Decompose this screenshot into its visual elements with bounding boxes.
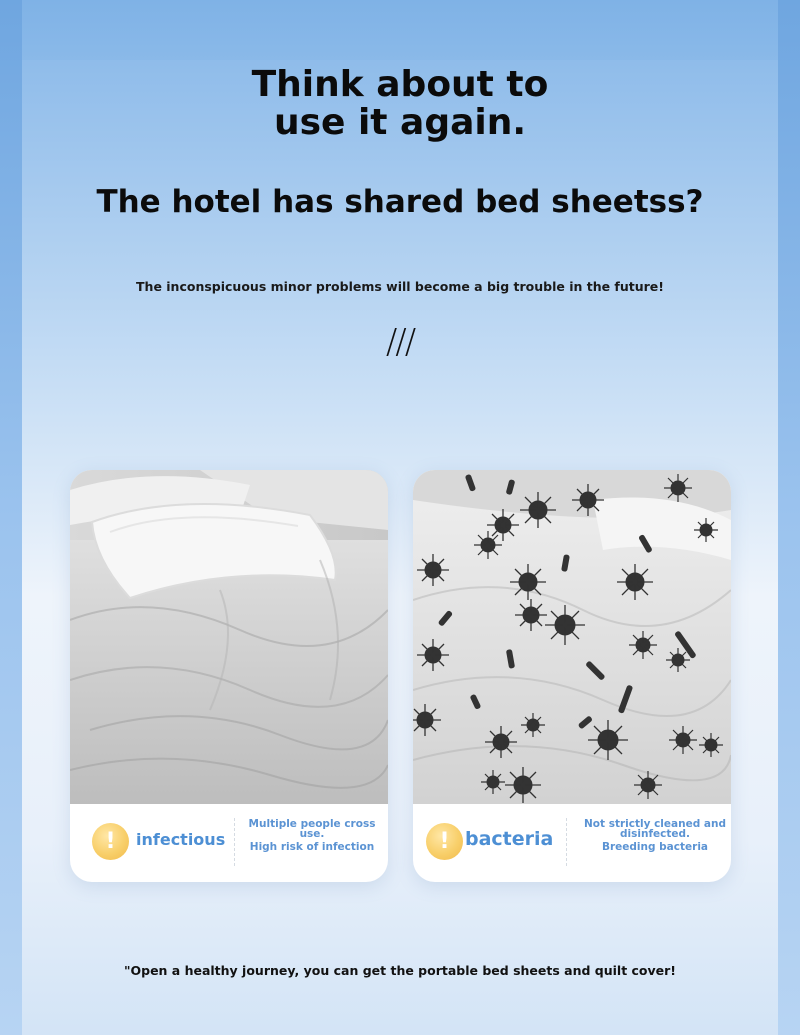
card-footer xyxy=(70,804,388,882)
dashed-divider xyxy=(234,818,235,866)
warning-icon: ! xyxy=(426,823,463,860)
bed-sheet-image xyxy=(70,470,388,804)
headline: Think about to use it again. xyxy=(251,64,549,143)
card-label: bacteria xyxy=(465,828,554,850)
dashed-divider xyxy=(566,818,567,866)
warning-icon: ! xyxy=(92,823,129,860)
card-desc-primary: Multiple people cross use. xyxy=(248,818,376,840)
tagline: The inconspicuous minor problems will become a big trouble in the future! xyxy=(136,279,664,294)
footer-tagline: "Open a healthy journey, you can get the portable bed sheets and quilt cover! xyxy=(123,963,677,978)
card-desc-secondary: Breeding bacteria xyxy=(601,841,708,853)
comparison-card-bacteria xyxy=(413,470,731,882)
frame-right-edge xyxy=(778,0,800,1035)
sub-headline: The hotel has shared bed sheetss? xyxy=(96,184,704,220)
bacteria-sheet-image xyxy=(413,470,731,804)
card-desc-secondary: High risk of infection xyxy=(249,841,375,853)
card-label: infectious xyxy=(136,830,226,849)
comparison-card-infectious xyxy=(70,470,388,882)
card-desc-primary: Not strictly cleaned and disinfected. xyxy=(584,818,726,840)
card-footer xyxy=(413,804,731,882)
slash-divider: /// xyxy=(385,322,415,362)
frame-left-edge xyxy=(0,0,22,1035)
